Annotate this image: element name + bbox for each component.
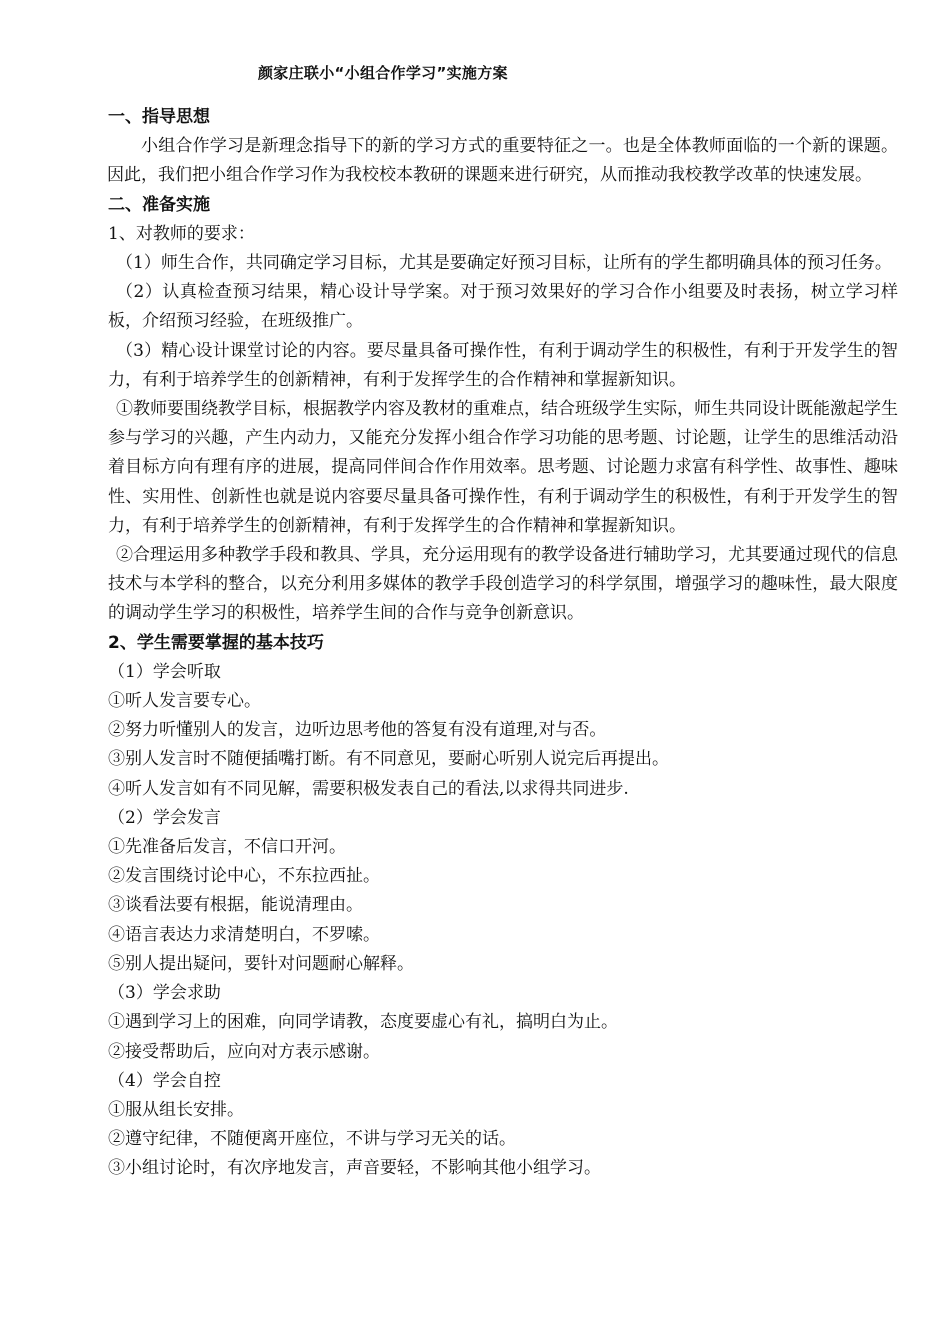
list-item: ①遇到学习上的困难，向同学请教，态度要虚心有礼，搞明白为止。 <box>108 1012 618 1033</box>
list-item: ②努力听懂别人的发言，边听边思考他的答复有没有道理,对与否。 <box>108 720 607 741</box>
list-item: ③谈看法要有根据，能说清理由。 <box>108 895 363 916</box>
skill-heading-speaking: （2）学会发言 <box>108 807 221 828</box>
teacher-requirement-3-item-2: ②合理运用多种教学手段和教具、学具，充分运用现有的教学设备进行辅助学习，尤其要通过现代的信息技术与本学科的整合，以充分利用多媒体的教学手段创造学习的科学氛围，增强学习的趣味性，最大限度的调动学生学习的积极性，培养学生间的合作与竞争创新意识。 <box>108 545 898 624</box>
list-item: ⑤别人提出疑问，要针对问题耐心解释。 <box>108 953 414 974</box>
list-item: ①先准备后发言，不信口开河。 <box>108 837 346 858</box>
teacher-requirement-3-item-1: ①教师要围绕教学目标，根据教学内容及教材的重难点，结合班级学生实际，师生共同设计既能激起学生参与学习的兴趣，产生内动力，又能充分发挥小组合作学习功能的思考题、讨论题，让学生的思维活动沿着目标方向有理有序的进展，提高同伴间合作作用效率。思考题、讨论题力求富有科学性、故事性、趣味性、实用性、创新性也就是说内容要尽量具备可操作性，有利于调动学生的积极性，有利于开发学生的智力，有利于培养学生的创新精神，有利于发挥学生的合作精神和掌握新知识。 <box>108 399 898 536</box>
list-item: ①服从组长安排。 <box>108 1099 244 1120</box>
document-title: 颜家庄联小“小组合作学习”实施方案 <box>258 64 508 82</box>
list-item: ②遵守纪律，不随便离开座位，不讲与学习无关的话。 <box>108 1129 516 1150</box>
list-item: ④听人发言如有不同见解，需要积极发表自己的看法,以求得共同进步. <box>108 778 629 799</box>
subheading-teacher-requirements: 1、对教师的要求： <box>108 223 255 244</box>
list-item: ④语言表达力求清楚明白，不罗嗦。 <box>108 924 380 945</box>
document-body <box>108 103 898 1184</box>
list-item: ③别人发言时不随便插嘴打断。有不同意见，要耐心听别人说完后再提出。 <box>108 749 669 770</box>
paragraph-guiding-thought: 小组合作学习是新理念指导下的新的学习方式的重要特征之一。也是全体教师面临的一个新的课题。因此，我们把小组合作学习作为我校校本教研的课题来进行研究，从而推动我校教学改革的快速发展。 <box>107 136 898 186</box>
skill-heading-seeking-help: （3）学会求助 <box>108 983 221 1004</box>
teacher-requirement-2: （2）认真检查预习结果，精心设计导学案。对于预习效果好的学习合作小组要及时表扬，树立学习样板，介绍预习经验，在班级推广。 <box>108 282 898 332</box>
list-item: ③小组讨论时，有次序地发言，声音要轻，不影响其他小组学习。 <box>108 1158 601 1179</box>
skill-heading-listening: （1）学会听取 <box>108 661 221 682</box>
teacher-requirement-1: （1）师生合作，共同确定学习目标，尤其是要确定好预习目标，让所有的学生都明确具体的预习任务。 <box>116 253 892 274</box>
list-item: ②发言围绕讨论中心，不东拉西扯。 <box>108 866 380 887</box>
list-item: ②接受帮助后，应向对方表示感谢。 <box>108 1041 380 1062</box>
list-item: ①听人发言要专心。 <box>108 691 261 712</box>
subheading-student-skills: 2、学生需要掌握的基本技巧 <box>108 632 324 653</box>
section-heading-preparation: 二、准备实施 <box>108 194 210 215</box>
section-heading-guiding-thought: 一、指导思想 <box>108 107 210 127</box>
skill-heading-self-control: （4）学会自控 <box>108 1070 221 1091</box>
teacher-requirement-3: （3）精心设计课堂讨论的内容。要尽量具备可操作性，有利于调动学生的积极性，有利于开发学生的智力，有利于培养学生的创新精神，有利于发挥学生的合作精神和掌握新知识。 <box>108 340 898 390</box>
